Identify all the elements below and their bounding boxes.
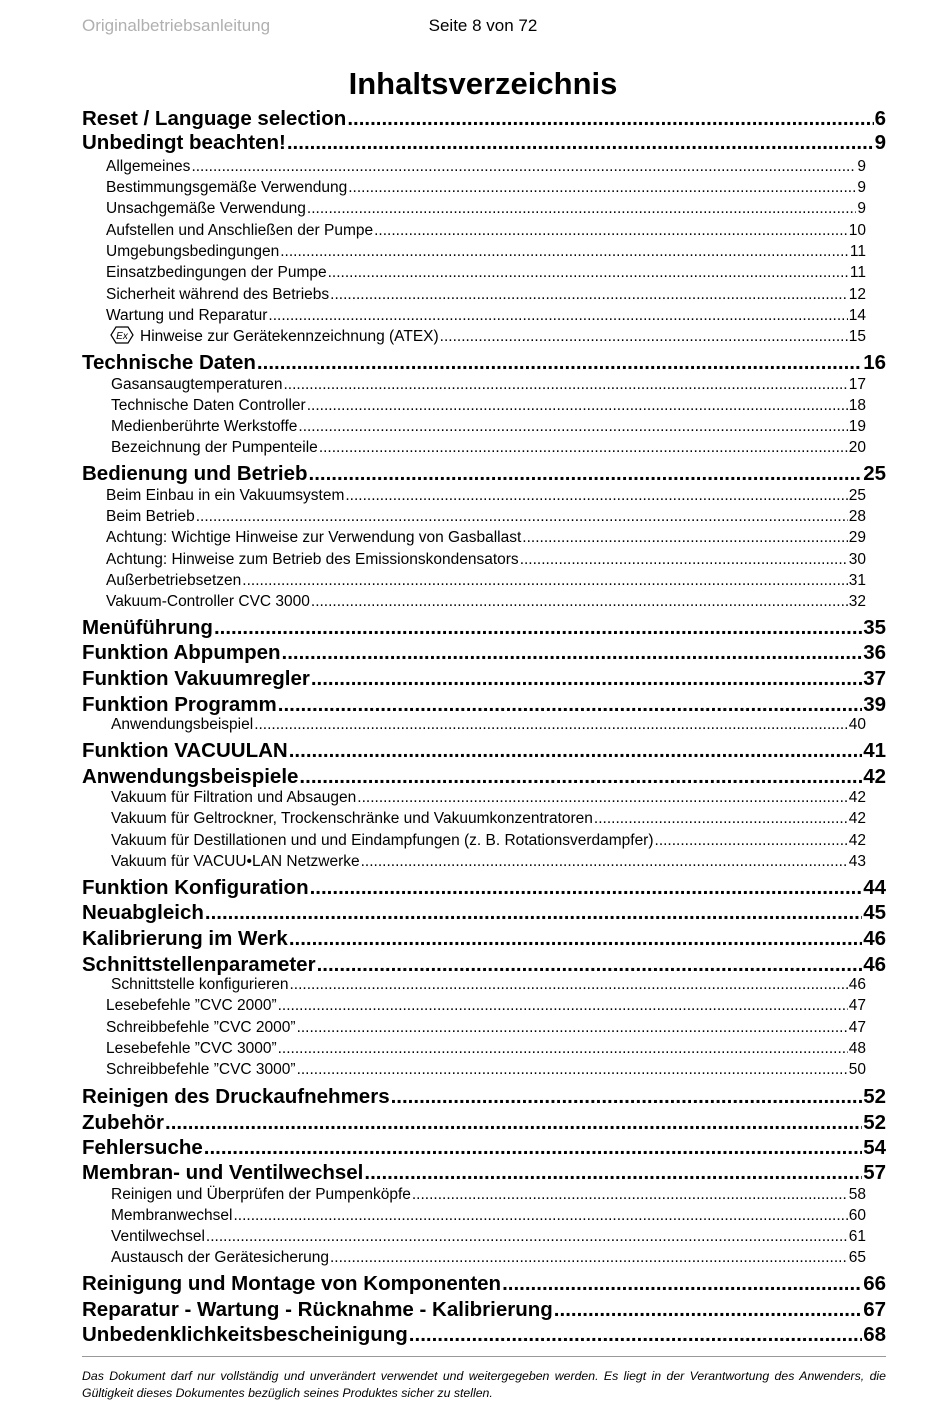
toc-dot-leader xyxy=(319,439,848,457)
toc-entry-title-text: Bestimmungsgemäße Verwendung xyxy=(106,179,348,196)
toc-entry-title-text: Membranwechsel xyxy=(111,1207,233,1224)
toc-entry-title-text: Unbedenklichkeitsbescheinigung xyxy=(82,1323,408,1346)
toc-entry-page-number: 16 xyxy=(863,351,886,374)
toc-entry-page-number: 36 xyxy=(863,641,886,664)
toc-entry-page-number: 68 xyxy=(863,1323,886,1346)
toc-entry-title xyxy=(82,1136,203,1160)
toc-dot-leader xyxy=(289,927,862,951)
toc-dot-leader xyxy=(205,901,862,925)
toc-chapter-entry xyxy=(82,1321,886,1347)
toc-entry-page-number: 47 xyxy=(848,1019,866,1036)
toc-entry-title xyxy=(82,107,346,131)
toc-chapter-entry xyxy=(82,129,886,155)
toc-entry-page-number: 20 xyxy=(848,439,866,456)
toc-entry-title-text: Allgemeines xyxy=(106,158,191,175)
document-type-label: Originalbetriebsanleitung xyxy=(82,16,271,35)
toc-dot-leader xyxy=(522,529,847,547)
footer-divider xyxy=(82,1356,886,1357)
toc-entry-page-number: 19 xyxy=(848,418,866,435)
toc-entry-page-number: 11 xyxy=(849,264,866,281)
toc-entry-page-number: 46 xyxy=(863,927,886,950)
toc-dot-leader xyxy=(502,1272,862,1296)
toc-entry-page-number: 47 xyxy=(848,997,866,1014)
toc-chapter-entry xyxy=(82,460,886,486)
toc-entry-title xyxy=(111,1207,232,1225)
toc-dot-leader xyxy=(330,286,848,304)
toc-dot-leader xyxy=(655,832,848,850)
toc-entry-title xyxy=(82,927,288,951)
toc-entry-title xyxy=(82,876,309,900)
toc-entry-title-text: Vakuum für VACUU•LAN Netzwerke xyxy=(111,853,360,870)
toc-chapter-entry xyxy=(82,639,886,665)
toc-entry-title xyxy=(106,1019,296,1037)
toc-dot-leader xyxy=(257,351,862,375)
toc-dot-leader xyxy=(278,997,848,1015)
toc-entry-page-number: 11 xyxy=(849,243,866,260)
toc-entry-page-number: 42 xyxy=(848,832,866,849)
toc-entry-title xyxy=(82,739,288,763)
toc-entry-title-text: Menüführung xyxy=(82,616,213,639)
toc-entry-page-number: 41 xyxy=(863,739,886,762)
toc-dot-leader xyxy=(297,1061,848,1079)
toc-entry-title-text: Reset / Language selection xyxy=(82,107,347,130)
toc-entry-title xyxy=(106,222,373,240)
toc-entry-title xyxy=(82,667,310,691)
toc-section-entry xyxy=(106,197,866,218)
toc-chapter-entry xyxy=(82,349,886,375)
toc-entry-title xyxy=(111,418,297,436)
toc-entry-title xyxy=(106,529,521,547)
toc-entry-title-text: Anwendungsbeispiel xyxy=(111,716,254,733)
toc-entry-title xyxy=(82,1272,501,1296)
toc-entry-page-number: 14 xyxy=(848,307,866,324)
toc-entry-title xyxy=(82,1298,553,1322)
toc-entry-page-number: 45 xyxy=(863,901,886,924)
toc-entry-title-text: Funktion Vakuumregler xyxy=(82,667,310,690)
toc-entry-title-text: Bedienung und Betrieb xyxy=(82,462,308,485)
toc-dot-leader xyxy=(196,508,848,526)
toc-entry-page-number: 9 xyxy=(857,179,866,196)
toc-entry-page-number: 29 xyxy=(848,529,866,546)
toc-section-entry xyxy=(111,786,866,807)
toc-entry-page-number: 52 xyxy=(863,1111,886,1134)
toc-entry-title-text: Wartung und Reparatur xyxy=(106,307,268,324)
toc-entry-title-text: Anwendungsbeispiele xyxy=(82,765,299,788)
toc-entry-title-text: Vakuum für Geltrockner, Trockenschränke und Vakuumkonzentratoren xyxy=(111,810,593,827)
toc-entry-title xyxy=(106,179,347,197)
toc-entry-title xyxy=(111,376,282,394)
toc-entry-title-text: Hinweise zur Gerätekennzeichnung (ATEX) xyxy=(140,328,439,345)
toc-entry-title xyxy=(106,1040,277,1058)
toc-dot-leader xyxy=(204,1136,862,1160)
toc-dot-leader xyxy=(391,1085,863,1109)
toc-dot-leader xyxy=(374,222,848,240)
toc-section-entry xyxy=(106,1037,866,1058)
toc-dot-leader xyxy=(298,418,847,436)
toc-dot-leader xyxy=(242,572,847,590)
toc-dot-leader xyxy=(297,1019,848,1037)
toc-dot-leader xyxy=(233,1207,847,1225)
toc-section-entry xyxy=(106,569,866,590)
toc-section-entry xyxy=(111,850,866,871)
toc-section-entry xyxy=(111,436,866,457)
toc-entry-title xyxy=(82,1323,408,1347)
toc-entry-title xyxy=(106,572,241,590)
toc-entry-title xyxy=(111,716,253,734)
toc-entry-title-text: Achtung: Hinweise zum Betrieb des Emissionskondensators xyxy=(106,551,519,568)
toc-entry-page-number: 54 xyxy=(863,1136,886,1159)
toc-entry-title xyxy=(111,789,356,807)
toc-entry-title-text: Reinigen des Druckaufnehmers xyxy=(82,1085,390,1108)
toc-entry-title xyxy=(106,551,519,569)
toc-chapter-entry xyxy=(82,1296,886,1322)
toc-entry-page-number: 57 xyxy=(863,1161,886,1184)
toc-dot-leader xyxy=(214,616,862,640)
toc-entry-page-number: 12 xyxy=(848,286,866,303)
toc-section-entry xyxy=(106,1058,866,1079)
toc-entry-title-text: Vakuum-Controller CVC 3000 xyxy=(106,593,310,610)
toc-entry-title-text: Aufstellen und Anschließen der Pumpe xyxy=(106,222,374,239)
toc-entry-page-number: 40 xyxy=(848,716,866,733)
toc-entry-page-number: 9 xyxy=(857,158,866,175)
toc-entry-page-number: 46 xyxy=(863,953,886,976)
toc-chapter-entry xyxy=(82,1109,886,1135)
toc-dot-leader xyxy=(307,397,848,415)
toc-entry-title xyxy=(106,200,306,218)
toc-section-entry xyxy=(106,548,866,569)
toc-chapter-entry xyxy=(82,874,886,900)
toc-entry-title xyxy=(111,810,593,828)
toc-entry-title xyxy=(111,976,289,994)
toc-dot-leader xyxy=(330,1249,848,1267)
toc-chapter-entry xyxy=(82,1134,886,1160)
toc-entry-title xyxy=(82,131,286,155)
toc-dot-leader xyxy=(165,1111,862,1135)
toc-section-entry xyxy=(106,526,866,547)
toc-entry-page-number: 66 xyxy=(863,1272,886,1295)
toc-dot-leader xyxy=(409,1323,862,1347)
toc-entry-title-text: Beim Einbau in ein Vakuumsystem xyxy=(106,487,345,504)
toc-entry-page-number: 67 xyxy=(863,1298,886,1321)
toc-entry-page-number: 46 xyxy=(848,976,866,993)
toc-entry-title xyxy=(106,997,277,1015)
toc-entry-title xyxy=(82,616,213,640)
toc-dot-leader xyxy=(520,551,848,569)
toc-entry-title xyxy=(82,901,204,925)
toc-entry-title xyxy=(82,1161,363,1185)
toc-section-entry xyxy=(111,973,866,994)
toc-entry-page-number: 61 xyxy=(848,1228,866,1245)
toc-dot-leader xyxy=(357,789,847,807)
toc-entry-title-text: Unbedingt beachten! xyxy=(82,131,286,154)
toc-entry-title-text: Schnittstelle konfigurieren xyxy=(111,976,289,993)
toc-entry-title-text: Lesebefehle ”CVC 2000” xyxy=(106,997,277,1014)
toc-dot-leader xyxy=(268,307,847,325)
toc-entry-title-text: Ventilwechsel xyxy=(111,1228,205,1245)
toc-dot-leader xyxy=(191,158,856,176)
toc-chapter-entry xyxy=(82,899,886,925)
toc-dot-leader xyxy=(280,243,849,261)
toc-entry-page-number: 42 xyxy=(848,810,866,827)
toc-entry-title xyxy=(111,1249,329,1267)
toc-entry-title xyxy=(111,853,360,871)
toc-dot-leader xyxy=(594,810,848,828)
toc-chapter-entry xyxy=(82,737,886,763)
toc-section-entry xyxy=(111,394,866,415)
toc-section-entry xyxy=(106,484,866,505)
toc-entry-page-number: 6 xyxy=(874,107,886,130)
toc-entry-title-text: Zubehör xyxy=(82,1111,164,1134)
toc-entry-page-number: 9 xyxy=(874,131,886,154)
toc-dot-leader xyxy=(307,200,856,218)
toc-dot-leader xyxy=(311,593,848,611)
toc-entry-title xyxy=(111,397,306,415)
toc-entry-page-number: 48 xyxy=(848,1040,866,1057)
toc-entry-title-text: Funktion Programm xyxy=(82,693,277,716)
toc-entry-title-text: Vakuum für Filtration und Absaugen xyxy=(111,789,357,806)
toc-chapter-entry xyxy=(82,1270,886,1296)
toc-entry-page-number: 32 xyxy=(848,593,866,610)
toc-entry-title xyxy=(106,1061,296,1079)
toc-entry-title xyxy=(106,264,327,282)
toc-section-entry xyxy=(111,713,866,734)
toc-dot-leader xyxy=(278,1040,848,1058)
toc-section-entry xyxy=(106,304,866,325)
toc-section-entry xyxy=(106,155,866,176)
toc-section-entry xyxy=(111,1225,866,1246)
toc-entry-page-number: 17 xyxy=(848,376,866,393)
toc-entry-page-number: 10 xyxy=(848,222,866,239)
toc-dot-leader xyxy=(328,264,849,282)
toc-entry-page-number: 37 xyxy=(863,667,886,690)
toc-dot-leader xyxy=(554,1298,862,1322)
toc-dot-leader xyxy=(311,667,862,691)
toc-entry-page-number: 50 xyxy=(848,1061,866,1078)
toc-entry-page-number: 60 xyxy=(848,1207,866,1224)
toc-section-entry xyxy=(110,325,866,346)
toc-entry-title xyxy=(110,326,439,346)
toc-entry-title-text: Technische Daten Controller xyxy=(111,397,306,414)
toc-dot-leader xyxy=(309,462,863,486)
toc-entry-page-number: 28 xyxy=(848,508,866,525)
toc-entry-page-number: 44 xyxy=(863,876,886,899)
toc-chapter-entry xyxy=(82,614,886,640)
toc-entry-page-number: 15 xyxy=(848,328,866,345)
toc-dot-leader xyxy=(364,1161,862,1185)
toc-entry-title xyxy=(111,439,318,457)
toc-dot-leader xyxy=(412,1186,848,1204)
toc-dot-leader xyxy=(440,328,848,346)
toc-entry-page-number: 43 xyxy=(848,853,866,870)
toc-entry-title-text: Vakuum für Destillationen und und Eindampfungen (z. B. Rotationsverdampfer) xyxy=(111,832,654,849)
toc-section-entry xyxy=(111,373,866,394)
toc-dot-leader xyxy=(206,1228,848,1246)
toc-entry-page-number: 18 xyxy=(848,397,866,414)
toc-chapter-entry xyxy=(82,105,886,131)
toc-entry-page-number: 30 xyxy=(848,551,866,568)
toc-dot-leader xyxy=(282,641,863,665)
toc-entry-page-number: 39 xyxy=(863,693,886,716)
footer-disclaimer: Das Dokument darf nur vollständig und unverändert verwendet und weitergegeben werden. Es liegt in der Verantwortung des Anwenders, die Gültigkeit dieses Dokumentes bezüglich seines Produktes sicher zu stellen. xyxy=(82,1369,886,1400)
toc-entry-page-number: 35 xyxy=(863,616,886,639)
toc-chapter-entry xyxy=(82,665,886,691)
toc-dot-leader xyxy=(283,376,847,394)
toc-dot-leader xyxy=(361,853,848,871)
toc-entry-title-text: Gasansaugtemperaturen xyxy=(111,376,283,393)
toc-entry-title xyxy=(106,487,344,505)
toc-entry-title-text: Membran- und Ventilwechsel xyxy=(82,1161,364,1184)
toc-section-entry xyxy=(111,807,866,828)
toc-chapter-entry xyxy=(82,1159,886,1185)
toc-section-entry xyxy=(106,261,866,282)
toc-entry-title xyxy=(111,1228,205,1246)
toc-section-entry xyxy=(106,994,866,1015)
toc-entry-title xyxy=(106,307,267,325)
toc-entry-title xyxy=(106,593,310,611)
toc-entry-title xyxy=(106,508,195,526)
toc-entry-title-text: Austausch der Gerätesicherung xyxy=(111,1249,329,1266)
toc-dot-leader xyxy=(348,179,856,197)
toc-entry-page-number: 52 xyxy=(863,1085,886,1108)
toc-entry-title-text: Sicherheit während des Betriebs xyxy=(106,286,330,303)
toc-entry-title xyxy=(82,1111,164,1135)
toc-dot-leader xyxy=(310,876,863,900)
toc-entry-title-text: Schreibbefehle ”CVC 3000” xyxy=(106,1061,296,1078)
svg-text:Ex: Ex xyxy=(116,331,128,342)
toc-entry-title-text: Medienberührte Werkstoffe xyxy=(111,418,298,435)
toc-section-entry xyxy=(106,176,866,197)
ex-atex-icon xyxy=(110,326,134,344)
toc-entry-title-text: Lesebefehle ”CVC 3000” xyxy=(106,1040,277,1057)
toc-dot-leader xyxy=(254,716,848,734)
toc-entry-title-text: Schreibbefehle ”CVC 2000” xyxy=(106,1019,296,1036)
toc-entry-title-text: Reparatur - Wartung - Rücknahme - Kalibrierung xyxy=(82,1298,553,1321)
toc-section-entry xyxy=(111,1183,866,1204)
toc-section-entry xyxy=(106,590,866,611)
toc-entry-title-text: Funktion Konfiguration xyxy=(82,876,309,899)
toc-entry-page-number: 25 xyxy=(863,462,886,485)
toc-entry-title-text: Schnittstellenparameter xyxy=(82,953,316,976)
toc-section-entry xyxy=(106,219,866,240)
toc-entry-page-number: 58 xyxy=(848,1186,866,1203)
toc-entry-title-text: Unsachgemäße Verwendung xyxy=(106,200,306,217)
toc-entry-title-text: Achtung: Wichtige Hinweise zur Verwendung von Gasballast xyxy=(106,529,522,546)
toc-entry-page-number: 65 xyxy=(848,1249,866,1266)
toc-chapter-entry xyxy=(82,1083,886,1109)
toc-section-entry xyxy=(111,829,866,850)
toc-section-entry xyxy=(106,505,866,526)
toc-entry-title-text: Fehlersuche xyxy=(82,1136,203,1159)
toc-entry-title-text: Einsatzbedingungen der Pumpe xyxy=(106,264,327,281)
toc-entry-page-number: 31 xyxy=(848,572,866,589)
toc-dot-leader xyxy=(290,976,848,994)
toc-entry-title xyxy=(82,641,281,665)
toc-section-entry xyxy=(106,1016,866,1037)
toc-chapter-entry xyxy=(82,925,886,951)
toc-dot-leader xyxy=(347,107,873,131)
toc-section-entry xyxy=(111,1246,866,1267)
toc-entry-page-number: 9 xyxy=(857,200,866,217)
toc-entry-title-text: Bezeichnung der Pumpenteile xyxy=(111,439,318,456)
toc-dot-leader xyxy=(289,739,862,763)
toc-entry-title xyxy=(106,158,190,176)
page-number-label: Seite 8 von 72 xyxy=(428,16,538,35)
toc-entry-title-text: Umgebungsbedingungen xyxy=(106,243,280,260)
toc-section-entry xyxy=(111,1204,866,1225)
toc-entry-title xyxy=(111,832,654,850)
toc-entry-title-text: Technische Daten xyxy=(82,351,256,374)
toc-entry-title-text: Reinigen und Überprüfen der Pumpenköpfe xyxy=(111,1186,411,1203)
toc-entry-page-number: 42 xyxy=(848,789,866,806)
toc-section-entry xyxy=(111,415,866,436)
toc-entry-title xyxy=(82,1085,390,1109)
toc-entry-title-text: Beim Betrieb xyxy=(106,508,195,525)
toc-entry-page-number: 25 xyxy=(848,487,866,504)
toc-section-entry xyxy=(106,283,866,304)
toc-entry-title-text: Kalibrierung im Werk xyxy=(82,927,288,950)
toc-entry-title-text: Neuabgleich xyxy=(82,901,204,924)
toc-entry-page-number: 42 xyxy=(863,765,886,788)
toc-dot-leader xyxy=(345,487,847,505)
toc-entry-title xyxy=(82,351,256,375)
toc-section-entry xyxy=(106,240,866,261)
toc-entry-title-text: Funktion VACUULAN xyxy=(82,739,288,762)
toc-entry-title-text: Funktion Abpumpen xyxy=(82,641,281,664)
toc-entry-title xyxy=(111,1186,411,1204)
page-title: Inhaltsverzeichnis xyxy=(348,66,618,101)
toc-entry-title xyxy=(82,462,308,486)
toc-entry-title-text: Außerbetriebsetzen xyxy=(106,572,242,589)
toc-dot-leader xyxy=(287,131,874,155)
toc-entry-title-text: Reinigung und Montage von Komponenten xyxy=(82,1272,502,1295)
toc-entry-title xyxy=(106,286,329,304)
toc-entry-title xyxy=(106,243,279,261)
